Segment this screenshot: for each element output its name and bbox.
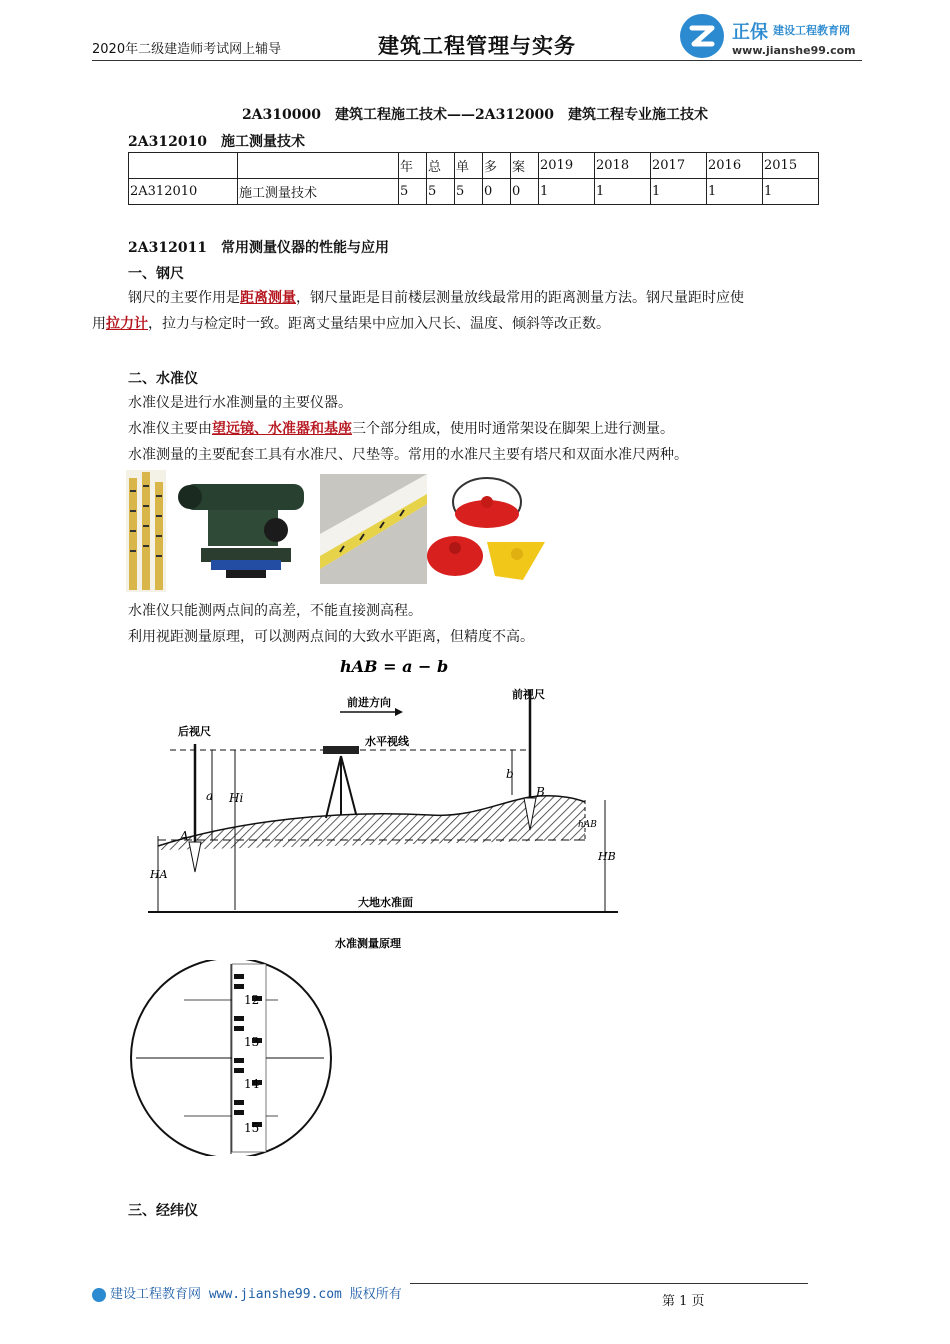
logo-sub: 建设工程教育网 — [773, 24, 850, 37]
staff-number: 15 — [244, 1121, 260, 1135]
part1-line2 — [92, 311, 872, 337]
staff-plates-photo — [427, 472, 549, 584]
label-hb: HB — [598, 850, 616, 863]
table-cell: 5 — [399, 179, 427, 205]
table-cell: 2019 — [539, 153, 595, 179]
footer-copyright[interactable] — [92, 1283, 402, 1302]
part2-p2 — [128, 416, 868, 442]
staff-number: 12 — [244, 993, 260, 1007]
label-hi: Hi — [229, 791, 244, 805]
topic-title: 2A312011 常用测量仪器的性能与应用 — [128, 240, 390, 256]
keyword-distance: 距离测量 — [240, 290, 296, 306]
text: 三个部分组成，使用时通常架设在脚架上进行测量。 — [352, 421, 674, 437]
diagram-formula: hAB = a − b — [340, 657, 449, 676]
diagram-caption: 水准测量原理 — [335, 937, 401, 950]
staff-number: 13 — [244, 1035, 260, 1049]
diagram-direction-label: 前进方向 — [347, 696, 391, 709]
text: ，拉力与检定时一致。距离丈量结果中应加入尺长、温度、倾斜等改正数。 — [148, 316, 610, 332]
brand-logo[interactable] — [680, 14, 860, 62]
table-cell: 案 — [511, 153, 539, 179]
stats-table — [128, 152, 819, 205]
table-cell: 总 — [427, 153, 455, 179]
part2-p3: 水准测量的主要配套工具有水准尺、尺垫等。常用的水准尺主要有塔尺和双面水准尺两种。 — [128, 447, 688, 463]
label-b: b — [506, 767, 514, 781]
sight-line-label: 水平视线 — [365, 735, 409, 748]
level-instrument — [323, 746, 359, 754]
table-cell: 5 — [427, 179, 455, 205]
text: 钢尺的主要作用是 — [128, 290, 240, 306]
table-cell: 多 — [483, 153, 511, 179]
text: 水准仪主要由 — [128, 421, 212, 437]
table-cell: 0 — [511, 179, 539, 205]
logo-url: www.jianshe99.com — [732, 44, 856, 57]
table-header-row — [129, 153, 819, 179]
table-cell: 1 — [595, 179, 651, 205]
text: ，钢尺量距是目前楼层测量放线最常用的距离测量方法。钢尺量距时应使 — [296, 290, 744, 306]
logo-main: 正保 — [732, 22, 768, 43]
back-rod-label: 后视尺 — [178, 725, 211, 738]
table-cell: 1 — [539, 179, 595, 205]
keyword-components: 望远镜、水准器和基座 — [212, 421, 352, 437]
table-cell: 1 — [651, 179, 707, 205]
page-number: 第 1 页 — [662, 1294, 705, 1309]
table-cell: 2015 — [763, 153, 819, 179]
keyword-tension-meter: 拉力计 — [106, 316, 148, 332]
footer-text: 建设工程教育网 www.jianshe99.com 版权所有 — [110, 1287, 402, 1302]
datum-label: 大地水准面 — [358, 896, 413, 909]
front-rod-label: 前视尺 — [512, 688, 545, 701]
label-hab: hAB — [578, 820, 597, 830]
header-title: 建筑工程管理与实务 — [378, 34, 576, 58]
staff-closeup-photo — [320, 474, 427, 584]
table-cell: 1 — [763, 179, 819, 205]
table-cell: 2016 — [707, 153, 763, 179]
part3-heading: 三、经纬仪 — [128, 1203, 198, 1219]
logo-icon — [680, 14, 724, 58]
table-cell: 2A312010 — [129, 179, 238, 205]
table-cell: 单 — [455, 153, 483, 179]
subsection-title: 2A312010 施工测量技术 — [128, 134, 306, 150]
part2-p4: 水准仪只能测两点间的高差，不能直接测高程。 — [128, 603, 422, 619]
table-cell: 2018 — [595, 153, 651, 179]
table-cell: 1 — [707, 179, 763, 205]
footer-logo-icon — [92, 1288, 106, 1302]
table-cell: 0 — [483, 179, 511, 205]
table-cell — [129, 153, 238, 179]
part1-line1 — [128, 285, 868, 311]
table-cell: 5 — [455, 179, 483, 205]
label-ha: HA — [150, 868, 168, 881]
part1-heading: 一、钢尺 — [128, 266, 184, 282]
part2-p5: 利用视距测量原理，可以测两点间的大致水平距离，但精度不高。 — [128, 629, 534, 645]
header-left-text: 2020年二级建造师考试网上辅导 — [92, 42, 282, 57]
part2-p1: 水准仪是进行水准测量的主要仪器。 — [128, 395, 352, 411]
table-cell: 施工测量技术 — [238, 179, 399, 205]
part2-heading: 二、水准仪 — [128, 371, 198, 387]
staff-number: 14 — [244, 1077, 260, 1091]
label-a: a — [206, 789, 214, 803]
point-a-label: A — [180, 829, 189, 843]
text: 用 — [92, 316, 106, 332]
leveling-staff-photo — [126, 470, 166, 592]
point-b-label: B — [536, 785, 545, 799]
table-row — [129, 179, 819, 205]
ground-profile — [158, 796, 585, 850]
footer-divider — [410, 1283, 808, 1284]
leveling-principle-diagram — [140, 650, 620, 955]
section-title: 2A310000 建筑工程施工技术——2A312000 建筑工程专业施工技术 — [241, 107, 709, 123]
table-cell: 年 — [399, 153, 427, 179]
table-cell: 2017 — [651, 153, 707, 179]
table-cell — [238, 153, 399, 179]
level-instrument-photo — [176, 472, 311, 582]
telescope-crosshair-view — [124, 960, 344, 1156]
